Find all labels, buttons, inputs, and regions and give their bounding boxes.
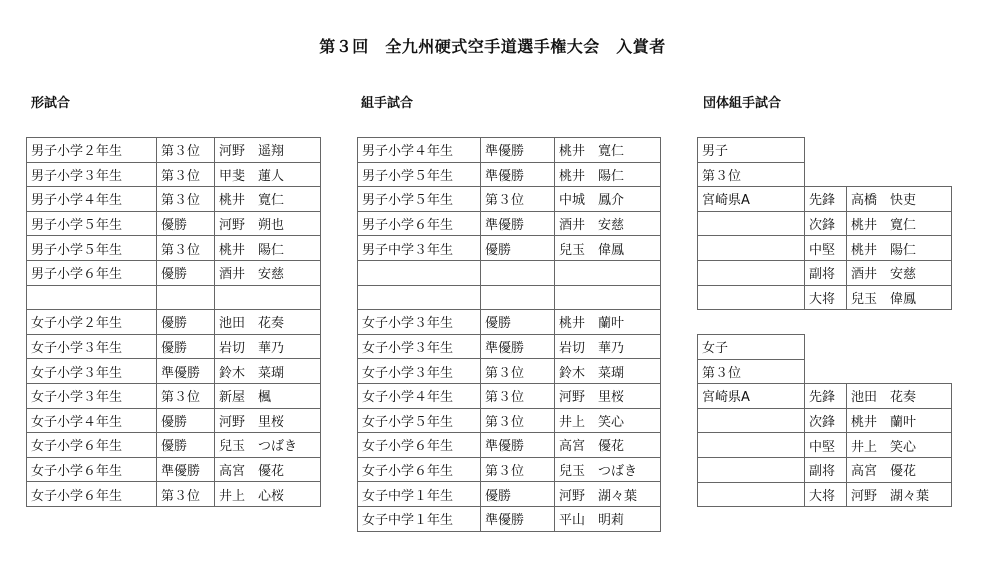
winner-name-cell — [555, 260, 661, 285]
placement-cell: 第３位 — [481, 383, 555, 408]
team-member-row — [698, 236, 952, 261]
winner-name-cell: 河野 里桜 — [555, 383, 661, 408]
placement-cell: 第３位 — [157, 482, 215, 507]
placement-cell: 準優勝 — [481, 162, 555, 187]
category-cell: 女子小学６年生 — [27, 482, 157, 507]
category-cell: 女子中学１年生 — [358, 482, 481, 507]
winner-name-cell: 河野 湖々葉 — [555, 482, 661, 507]
category-cell: 男子小学５年生 — [358, 162, 481, 187]
winner-name-cell: 桃井 蘭叶 — [555, 310, 661, 335]
category-cell: 男子小学４年生 — [27, 187, 157, 212]
result-row — [358, 260, 661, 285]
team-category: 女子 — [698, 335, 805, 360]
category-cell: 女子中学１年生 — [358, 506, 481, 531]
winner-name-cell: 桃井 寛仁 — [555, 138, 661, 163]
member-position-cell: 次鋒 — [805, 211, 847, 236]
result-row — [27, 260, 321, 285]
placement-cell: 優勝 — [481, 310, 555, 335]
team-member-row — [698, 482, 952, 507]
category-cell — [358, 260, 481, 285]
member-position-cell: 先鋒 — [805, 187, 847, 212]
team-member-row — [698, 408, 952, 433]
result-row — [27, 285, 321, 310]
team-girls-table — [697, 334, 952, 507]
member-name-cell: 河野 湖々葉 — [847, 482, 952, 507]
team-category-row — [698, 138, 952, 163]
category-cell: 女子小学３年生 — [358, 359, 481, 384]
result-row — [27, 211, 321, 236]
member-position-cell: 大将 — [805, 482, 847, 507]
placement-cell: 準優勝 — [481, 211, 555, 236]
result-row — [358, 433, 661, 458]
team-category-row — [698, 335, 952, 360]
winner-name-cell: 岩切 華乃 — [555, 334, 661, 359]
result-row — [27, 310, 321, 335]
placement-cell: 優勝 — [157, 211, 215, 236]
placement-cell: 第３位 — [157, 187, 215, 212]
placement-cell: 第３位 — [481, 457, 555, 482]
team-girls-block — [697, 334, 952, 507]
team-member-row — [698, 285, 952, 310]
placement-cell: 優勝 — [157, 260, 215, 285]
category-cell: 女子小学４年生 — [358, 383, 481, 408]
result-row — [358, 285, 661, 310]
winner-name-cell: 酒井 安慈 — [215, 260, 321, 285]
placement-cell: 優勝 — [157, 310, 215, 335]
winner-name-cell — [555, 285, 661, 310]
team-name-cell — [698, 433, 805, 458]
kata-results-table — [26, 137, 321, 507]
team-member-row — [698, 211, 952, 236]
winner-name-cell: 井上 笑心 — [555, 408, 661, 433]
result-row — [27, 408, 321, 433]
category-cell: 女子小学４年生 — [27, 408, 157, 433]
placement-cell — [481, 285, 555, 310]
team-rank-row — [698, 359, 952, 384]
result-row — [358, 236, 661, 261]
result-row — [27, 433, 321, 458]
team-section-title: 団体組手試合 — [703, 96, 782, 111]
category-cell: 女子小学５年生 — [358, 408, 481, 433]
member-name-cell: 池田 花奏 — [847, 384, 952, 409]
winner-name-cell: 河野 遥翔 — [215, 138, 321, 163]
placement-cell: 第３位 — [481, 408, 555, 433]
category-cell: 男子中学３年生 — [358, 236, 481, 261]
winner-name-cell: 井上 心桜 — [215, 482, 321, 507]
member-position-cell: 大将 — [805, 285, 847, 310]
team-boys-table — [697, 137, 952, 310]
result-row — [358, 334, 661, 359]
placement-cell: 優勝 — [157, 433, 215, 458]
winner-name-cell: 酒井 安慈 — [555, 211, 661, 236]
result-row — [27, 162, 321, 187]
category-cell: 女子小学３年生 — [27, 334, 157, 359]
category-cell: 女子小学３年生 — [27, 359, 157, 384]
winner-name-cell: 河野 里桜 — [215, 408, 321, 433]
winner-name-cell: 兒玉 つばき — [555, 457, 661, 482]
team-name-cell — [698, 236, 805, 261]
winner-name-cell: 高宮 優花 — [555, 433, 661, 458]
category-cell — [358, 285, 481, 310]
result-row — [358, 482, 661, 507]
team-name-cell — [698, 482, 805, 507]
winner-name-cell: 池田 花奏 — [215, 310, 321, 335]
member-position-cell: 副将 — [805, 457, 847, 482]
team-boys-block — [697, 137, 952, 310]
category-cell: 男子小学４年生 — [358, 138, 481, 163]
result-row — [358, 211, 661, 236]
team-member-row — [698, 384, 952, 409]
result-row — [27, 359, 321, 384]
result-row — [358, 138, 661, 163]
placement-cell: 準優勝 — [481, 506, 555, 531]
result-row — [27, 457, 321, 482]
winner-name-cell: 中城 鳳介 — [555, 187, 661, 212]
team-category: 男子 — [698, 138, 805, 163]
kata-section-title: 形試合 — [31, 96, 71, 111]
member-position-cell: 中堅 — [805, 433, 847, 458]
placement-cell — [481, 260, 555, 285]
category-cell: 女子小学３年生 — [27, 383, 157, 408]
category-cell: 男子小学３年生 — [27, 162, 157, 187]
placement-cell: 第３位 — [481, 187, 555, 212]
winner-name-cell: 鈴木 菜瑚 — [555, 359, 661, 384]
category-cell: 女子小学６年生 — [27, 433, 157, 458]
result-row — [358, 506, 661, 531]
placement-cell: 第３位 — [157, 162, 215, 187]
placement-cell: 優勝 — [481, 236, 555, 261]
result-row — [358, 408, 661, 433]
category-cell: 女子小学６年生 — [358, 457, 481, 482]
result-row — [27, 334, 321, 359]
page-title: 第３回 全九州硬式空手道選手権大会 入賞者 — [319, 37, 666, 56]
result-row — [27, 236, 321, 261]
winner-name-cell: 新屋 楓 — [215, 383, 321, 408]
winner-name-cell: 桃井 陽仁 — [555, 162, 661, 187]
result-row — [27, 187, 321, 212]
result-row — [27, 138, 321, 163]
member-name-cell: 兒玉 偉鳳 — [847, 285, 952, 310]
team-rank-row — [698, 162, 952, 187]
category-cell: 男子小学５年生 — [27, 236, 157, 261]
placement-cell — [157, 285, 215, 310]
result-row — [358, 457, 661, 482]
team-name-cell — [698, 408, 805, 433]
placement-cell: 第３位 — [157, 138, 215, 163]
placement-cell: 優勝 — [157, 334, 215, 359]
winner-name-cell: 桃井 陽仁 — [215, 236, 321, 261]
member-name-cell: 高宮 優花 — [847, 457, 952, 482]
winner-name-cell: 鈴木 菜瑚 — [215, 359, 321, 384]
member-name-cell: 桃井 陽仁 — [847, 236, 952, 261]
placement-cell: 準優勝 — [481, 433, 555, 458]
winner-name-cell: 平山 明莉 — [555, 506, 661, 531]
member-name-cell: 桃井 寛仁 — [847, 211, 952, 236]
category-cell: 女子小学３年生 — [358, 310, 481, 335]
team-name-cell — [698, 211, 805, 236]
category-cell: 男子小学５年生 — [358, 187, 481, 212]
team-rank: 第３位 — [698, 162, 805, 187]
placement-cell: 準優勝 — [481, 334, 555, 359]
member-name-cell: 高橋 快吏 — [847, 187, 952, 212]
result-row — [358, 359, 661, 384]
result-row — [358, 162, 661, 187]
category-cell: 男子小学６年生 — [358, 211, 481, 236]
category-cell: 女子小学２年生 — [27, 310, 157, 335]
member-name-cell: 酒井 安慈 — [847, 260, 952, 285]
winner-name-cell: 高宮 優花 — [215, 457, 321, 482]
winner-name-cell: 桃井 寛仁 — [215, 187, 321, 212]
winner-name-cell — [215, 285, 321, 310]
placement-cell: 第３位 — [481, 359, 555, 384]
member-position-cell: 副将 — [805, 260, 847, 285]
team-rank: 第３位 — [698, 359, 805, 384]
winner-name-cell: 兒玉 偉鳳 — [555, 236, 661, 261]
team-name-cell — [698, 457, 805, 482]
team-member-row — [698, 433, 952, 458]
category-cell: 男子小学６年生 — [27, 260, 157, 285]
winner-name-cell: 兒玉 つばき — [215, 433, 321, 458]
placement-cell: 第３位 — [157, 383, 215, 408]
placement-cell: 準優勝 — [157, 457, 215, 482]
category-cell: 男子小学２年生 — [27, 138, 157, 163]
placement-cell: 準優勝 — [157, 359, 215, 384]
category-cell — [27, 285, 157, 310]
category-cell: 女子小学３年生 — [358, 334, 481, 359]
result-row — [358, 310, 661, 335]
kumite-results-table — [357, 137, 661, 532]
winner-name-cell: 甲斐 蓮人 — [215, 162, 321, 187]
winner-name-cell: 河野 朔也 — [215, 211, 321, 236]
winner-name-cell: 岩切 華乃 — [215, 334, 321, 359]
team-member-row — [698, 187, 952, 212]
result-row — [358, 383, 661, 408]
placement-cell: 優勝 — [157, 408, 215, 433]
category-cell: 女子小学６年生 — [27, 457, 157, 482]
member-position-cell: 次鋒 — [805, 408, 847, 433]
member-position-cell: 先鋒 — [805, 384, 847, 409]
placement-cell: 第３位 — [157, 236, 215, 261]
placement-cell: 優勝 — [481, 482, 555, 507]
category-cell: 女子小学６年生 — [358, 433, 481, 458]
team-name-cell: 宮崎県A — [698, 187, 805, 212]
team-member-row — [698, 260, 952, 285]
result-row — [27, 482, 321, 507]
team-name-cell — [698, 260, 805, 285]
member-position-cell: 中堅 — [805, 236, 847, 261]
result-row — [358, 187, 661, 212]
placement-cell: 準優勝 — [481, 138, 555, 163]
member-name-cell: 桃井 蘭叶 — [847, 408, 952, 433]
category-cell: 男子小学５年生 — [27, 211, 157, 236]
result-row — [27, 383, 321, 408]
team-name-cell — [698, 285, 805, 310]
kumite-section-title: 組手試合 — [361, 96, 414, 111]
team-name-cell: 宮崎県A — [698, 384, 805, 409]
team-member-row — [698, 457, 952, 482]
member-name-cell: 井上 笑心 — [847, 433, 952, 458]
